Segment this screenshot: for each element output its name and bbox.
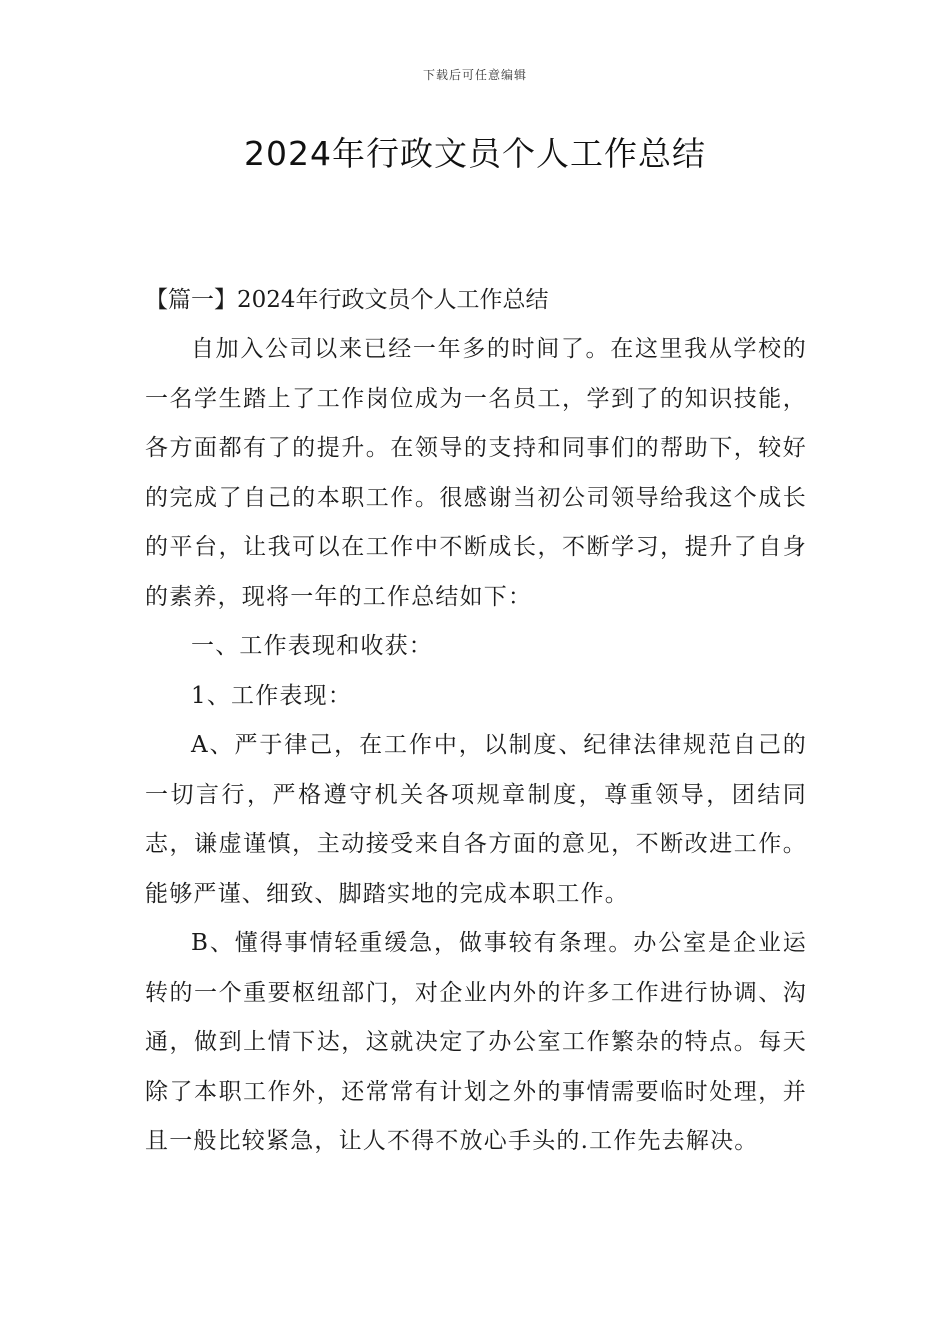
paragraph-subheading-work: 1、工作表现：	[191, 682, 353, 709]
paragraph-heading-performance: 一、工作表现和收获：	[191, 633, 433, 659]
document-title: 2024年行政文员个人工作总结	[244, 134, 706, 173]
paragraph-intro: 自加入公司以来已经一年多的时间了。在这里我从学校的一名学生踏上了工作岗位成为一名员工，学到了的知识技能，各方面都有了的提升。在领导的支持和同事们的帮助下，较好的完成了自己的本职工作。很感谢当初公司领导给我这个成长的平台，让我可以在工作中不断成长，不断学习，提升了自身的素养，现将一年的工作总结如下：	[145, 336, 807, 610]
header-note: 下载后可任意编辑	[422, 68, 527, 82]
paragraph-point-b: B、懂得事情轻重缓急，做事较有条理。办公室是企业运转的一个重要枢纽部门，对企业内外的许多工作进行协调、沟通，做到上情下达，这就决定了办公室工作繁杂的特点。每天除了本职工作外，还常常有计划之外的事情需要临时处理，并且一般比较紧急，让人不得不放心手头的.工作先去解决。	[145, 930, 807, 1154]
section-title: 【篇一】2024年行政文员个人工作总结	[145, 287, 549, 313]
document-body	[145, 276, 807, 1167]
paragraph-point-a: A、严于律己，在工作中，以制度、纪律法律规范自己的一切言行，严格遵守机关各项规章制度，尊重领导，团结同志，谦虚谨慎，主动接受来自各方面的意见，不断改进工作。能够严谨、细致、脚踏实地的完成本职工作。	[145, 732, 807, 907]
